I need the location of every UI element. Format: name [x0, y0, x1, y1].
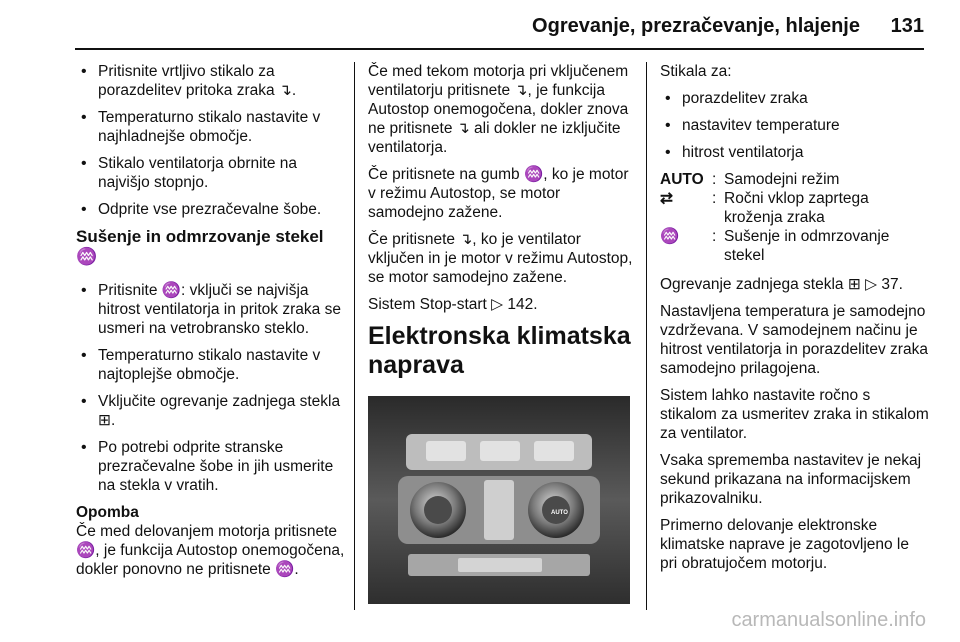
list-item: • porazdelitev zraka — [660, 89, 930, 108]
def-value: Ročni vklop zaprtega kroženja zraka — [724, 190, 869, 226]
note-title: Opomba — [76, 504, 139, 521]
def-key: ⇄ — [660, 190, 673, 207]
climate-control-photo — [368, 396, 630, 604]
paragraph: Sistem Stop-start ▷ 142. — [368, 296, 538, 313]
column-3 — [660, 62, 930, 581]
column-1 — [76, 62, 346, 587]
paragraph: Sistem lahko nastavite ročno s stikalom za usmeritev zraka in stikalom za ventilator. — [660, 387, 929, 442]
paragraph: Če med tekom motorja pri vključenem ventilatorju pritisnete ↴, je funkcija Autostop onemogočena, dokler znova ne pritisnete ↴ ali dokler ne izključite ventilatorja. — [368, 63, 629, 156]
list-item: • Odprite vse prezračevalne šobe. — [76, 200, 346, 219]
table-row — [660, 189, 924, 227]
def-colon: : — [712, 171, 717, 188]
table-row — [660, 170, 924, 189]
column-2 — [368, 62, 638, 604]
list-item: • Pritisnite ♒: vključi se najvišja hitrost ventilatorja in pritok zraka se usmeri na vetrobransko steklo. — [76, 281, 346, 338]
def-colon: : — [712, 228, 717, 245]
def-colon: : — [712, 190, 717, 207]
column-divider-1 — [354, 62, 355, 610]
paragraph: Vsaka sprememba nastavitev je nekaj sekund prikazana na informacijskem prikazovalniku. — [660, 452, 922, 507]
def-key: ♒ — [660, 228, 680, 245]
list-item: • Pritisnite vrtljivo stikalo za porazdelitev pritoka zraka ↴. — [76, 62, 346, 100]
intro-text: Stikala za: — [660, 63, 732, 80]
section-heading-defrost: Sušenje in odmrzovanje stekel ♒ — [76, 227, 324, 266]
page-header — [0, 0, 960, 52]
switch-list — [660, 89, 930, 162]
note-text: Če med delovanjem motorja pritisnete ♒, je funkcija Autostop onemogočena, dokler ponovno ne pritisnete ♒. — [76, 523, 345, 578]
paragraph: Primerno delovanje elektronske klimatske naprave je zagotovljeno le pri obratujočem motorju. — [660, 517, 909, 572]
top-bullet-list — [76, 62, 346, 219]
page-title: Ogrevanje, prezračevanje, hlajenje — [532, 15, 860, 37]
def-value: Sušenje in odmrzovanje stekel — [724, 228, 890, 264]
list-item: • nastavitev temperature — [660, 116, 930, 135]
list-item: • hitrost ventilatorja — [660, 143, 930, 162]
list-item: • Temperaturno stikalo nastavite v najhladnejše območje. — [76, 108, 346, 146]
paragraph: Če pritisnete ↴, ko je ventilator vključen in je motor v režimu Autostop, se motor samodejno zažene. — [368, 231, 633, 286]
header-rule — [75, 48, 924, 50]
table-row — [660, 227, 924, 265]
def-key: AUTO — [660, 171, 704, 188]
page-number: 131 — [890, 15, 924, 37]
list-item: • Stikalo ventilatorja obrnite na najvišjo stopnjo. — [76, 154, 346, 192]
def-value: Samodejni režim — [724, 171, 840, 188]
paragraph: Nastavljena temperatura je samodejno vzdrževana. V samodejnem načinu je hitrost ventilatorja in porazdelitev zraka samodejno prilagojena. — [660, 303, 928, 377]
auto-label: AUTO — [551, 510, 568, 516]
definition-table — [660, 170, 924, 265]
defrost-bullet-list — [76, 281, 346, 495]
list-item: • Temperaturno stikalo nastavite v najtoplejše območje. — [76, 346, 346, 384]
list-item: • Po potrebi odprite stranske prezračevalne šobe in jih usmerite na stekla v vratih. — [76, 438, 346, 495]
watermark: carmanualsonline.info — [731, 609, 926, 631]
section-heading-climate: Elektronska klimatska naprava — [368, 322, 631, 379]
paragraph: Če pritisnete na gumb ♒, ko je motor v režimu Autostop, se motor samodejno zažene. — [368, 166, 629, 221]
list-item: • Vključite ogrevanje zadnjega stekla ⊞. — [76, 392, 346, 430]
paragraph: Ogrevanje zadnjega stekla ⊞ ▷ 37. — [660, 276, 903, 293]
column-divider-2 — [646, 62, 647, 610]
